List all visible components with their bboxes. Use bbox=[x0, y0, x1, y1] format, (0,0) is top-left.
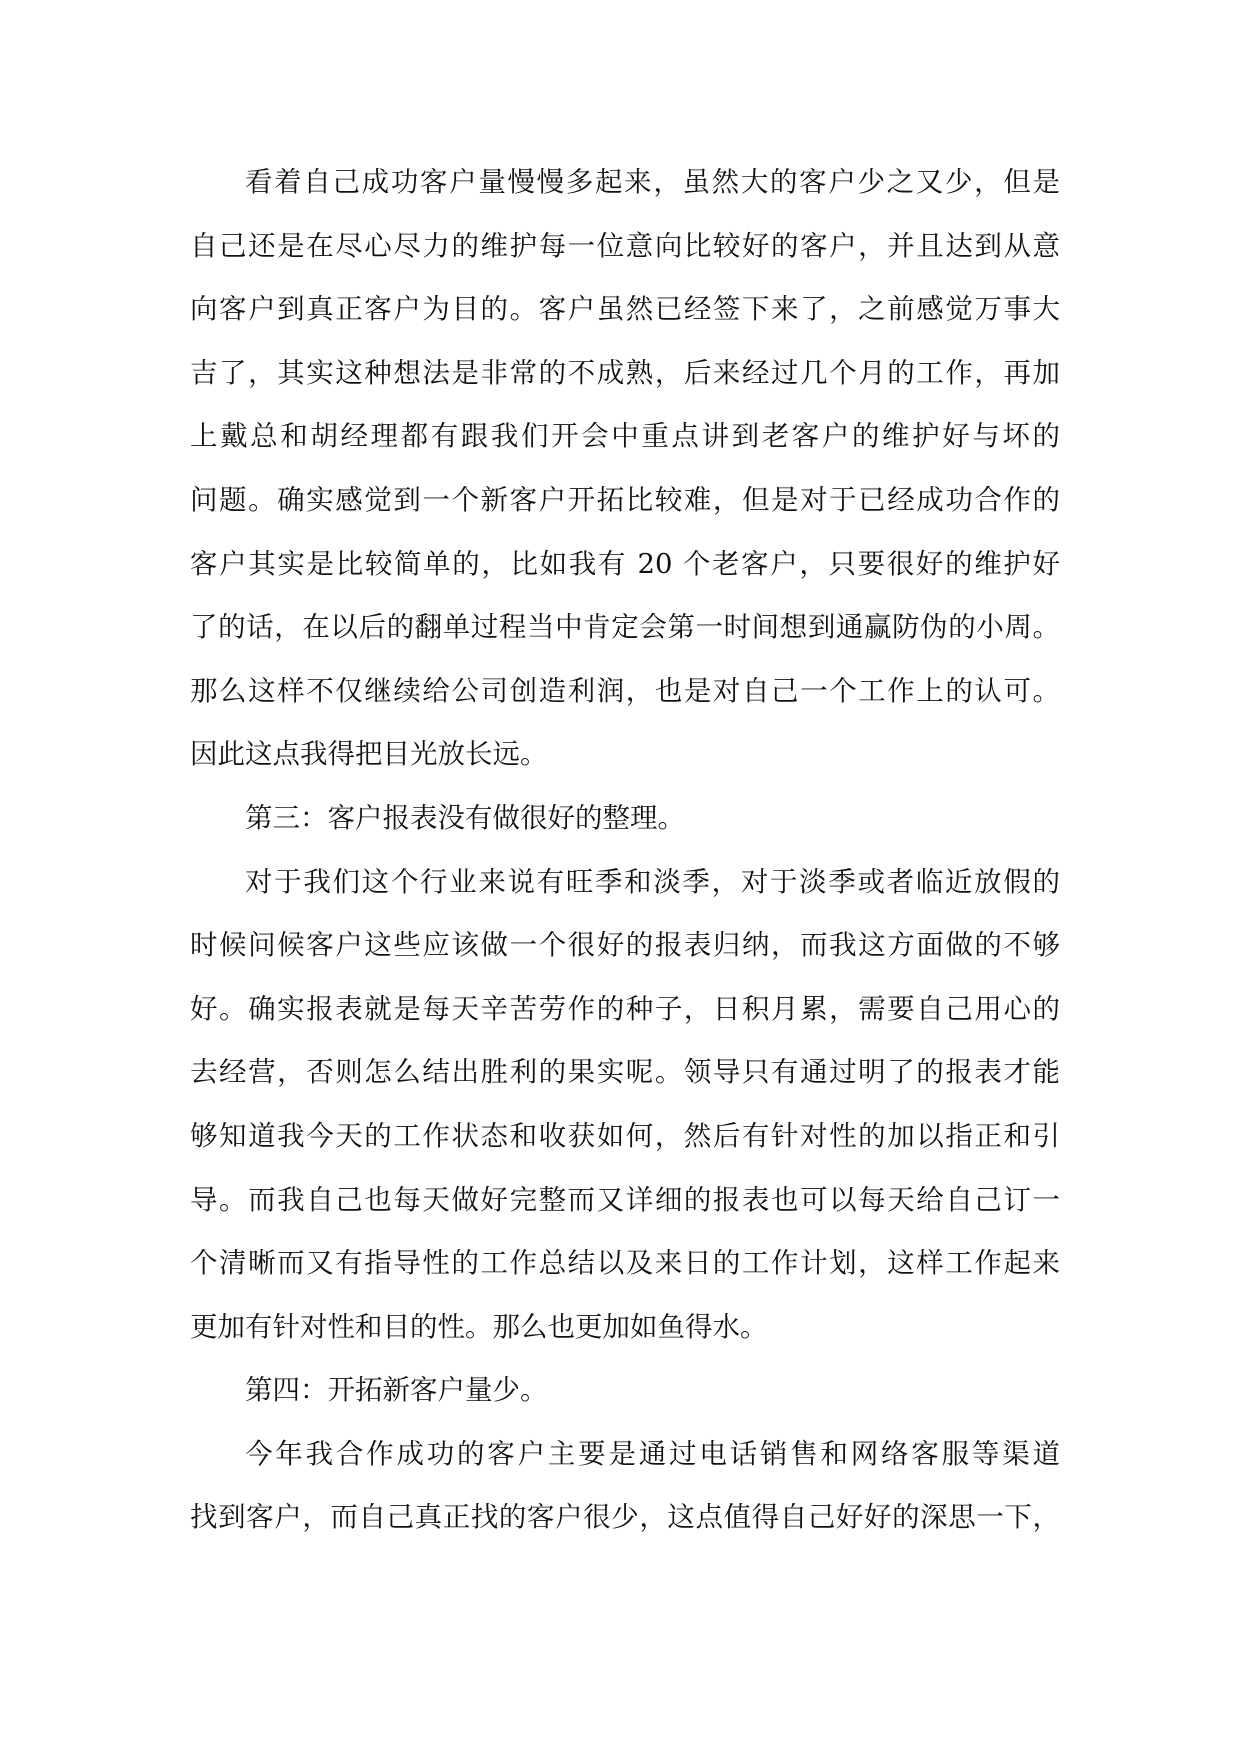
paragraph-line: 问题。确实感觉到一个新客户开拓比较难，但是对于已经成功合作的 bbox=[190, 483, 1060, 516]
paragraph-line: 对于我们这个行业来说有旺季和淡季，对于淡季或者临近放假的 bbox=[245, 865, 1060, 898]
paragraph-line: 向客户到真正客户为目的。客户虽然已经签下来了，之前感觉万事大 bbox=[190, 293, 1060, 326]
paragraph-line: 导。而我自己也每天做好完整而又详细的报表也可以每天给自己订一 bbox=[190, 1183, 1060, 1216]
paragraph-line: 了的话，在以后的翻单过程当中肯定会第一时间想到通赢防伪的小周。 bbox=[190, 611, 1060, 644]
section-heading: 第三：客户报表没有做很好的整理。 bbox=[245, 801, 685, 834]
paragraph-line: 因此这点我得把目光放长远。 bbox=[190, 738, 548, 771]
section-heading: 第四：开拓新客户量少。 bbox=[245, 1374, 548, 1407]
paragraph-line: 找到客户，而自己真正找的客户很少，这点值得自己好好的深思一下， bbox=[190, 1501, 1060, 1534]
paragraph-line: 好。确实报表就是每天辛苦劳作的种子，日积月累，需要自己用心的 bbox=[190, 992, 1060, 1025]
paragraph-line: 个清晰而又有指导性的工作总结以及来日的工作计划，这样工作起来 bbox=[190, 1247, 1060, 1280]
paragraph-line: 看着自己成功客户量慢慢多起来，虽然大的客户少之又少，但是 bbox=[245, 166, 1060, 198]
paragraph-line: 够知道我今天的工作状态和收获如何，然后有针对性的加以指正和引 bbox=[190, 1119, 1060, 1152]
paragraph-line: 自己还是在尽心尽力的维护每一位意向比较好的客户，并且达到从意 bbox=[190, 229, 1060, 262]
paragraph-line: 吉了，其实这种想法是非常的不成熟，后来经过几个月的工作，再加 bbox=[190, 356, 1060, 389]
paragraph-line: 上戴总和胡经理都有跟我们开会中重点讲到老客户的维护好与坏的 bbox=[190, 420, 1060, 453]
paragraph-line: 那么这样不仅继续给公司创造利润，也是对自己一个工作上的认可。 bbox=[190, 674, 1060, 707]
paragraph-line: 更加有针对性和目的性。那么也更加如鱼得水。 bbox=[190, 1310, 768, 1343]
paragraph-line: 客户其实是比较简单的，比如我有 20 个老客户，只要很好的维护好 bbox=[190, 547, 1060, 580]
paragraph-line: 去经营，否则怎么结出胜利的果实呢。领导只有通过明了的报表才能 bbox=[190, 1056, 1060, 1089]
document-body bbox=[190, 162, 1060, 1561]
paragraph-line: 今年我合作成功的客户主要是通过电话销售和网络客服等渠道 bbox=[245, 1437, 1060, 1470]
paragraph-line: 时候问候客户这些应该做一个很好的报表归纳，而我这方面做的不够 bbox=[190, 929, 1060, 962]
